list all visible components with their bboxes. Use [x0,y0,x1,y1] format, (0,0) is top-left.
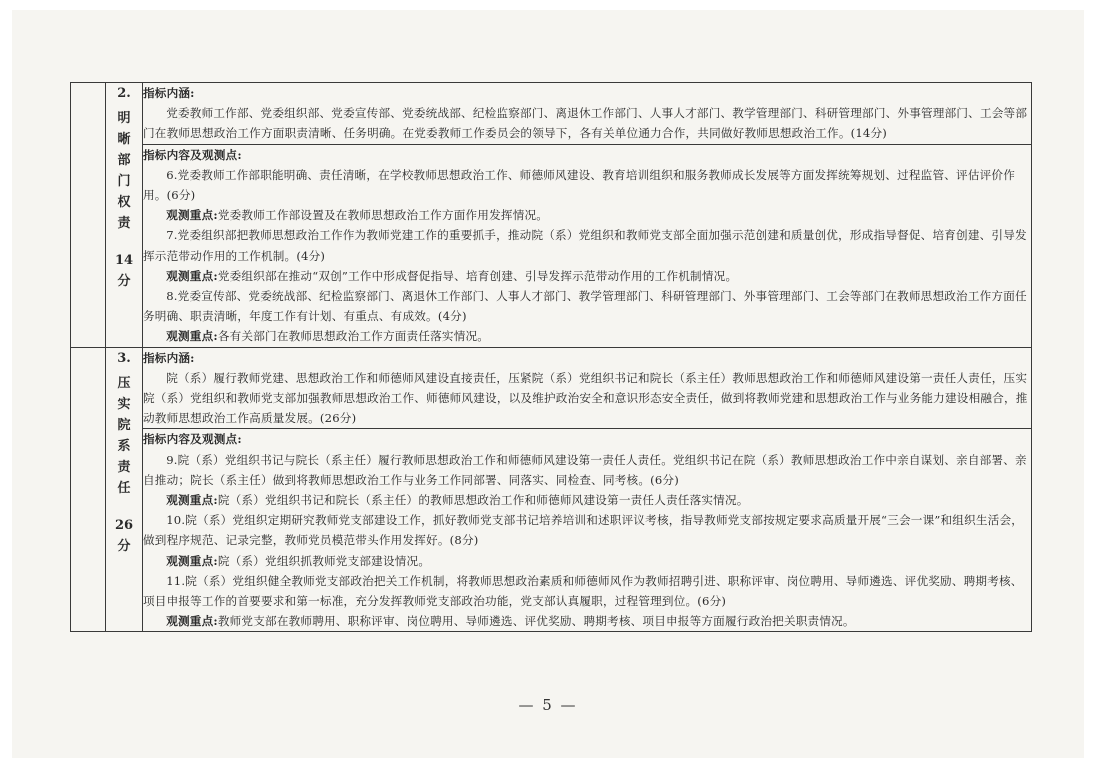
blank-column-cell [71,83,106,348]
indicator-item: 10.院（系）党组织定期研究教师党支部建设工作，抓好教师党支部书记培养培训和述职评议考核，指导教师党支部按规定要求高质量开展“三会一课”和组织生活会，做到程序规范、记录完整，教师党员模范带头作用发挥好。(8分) [143,513,1024,548]
content-heading: 指标内容及观测点: [143,432,242,447]
document-page [12,10,1084,758]
section-label-cell [106,347,143,632]
observation-label: 观测重点: [166,329,218,344]
section-score-unit: 分 [117,274,131,289]
section-title-char: 责 [117,216,131,231]
indicator-item: 8.党委宣传部、党委统战部、纪检监察部门、离退休工作部门、人事人才部门、教学管理部门、科研管理部门、外事管理部门、工会等部门在教师思想政治工作方面任务明确、职责清晰，年度工作有计划、有重点、有成效。(4分) [143,289,1027,324]
observation-point [143,326,1031,346]
content-cell [143,429,1032,632]
section-title-char: 明 [117,111,131,126]
observation-point [143,205,1031,225]
indicator-item: 7.党委组织部把教师思想政治工作作为教师党建工作的重要抓手，推动院（系）党组织和教师党支部全面加强示范创建和质量创优，形成指导督促、培育创建、引导发挥示范带动作用的工作机制。(4分) [143,228,1027,263]
observation-point [143,490,1031,510]
section-score-unit: 分 [117,538,131,554]
page-number: — 5 — [518,696,578,714]
connotation-cell [143,347,1032,429]
connotation-text: 党委教师工作部、党委组织部、党委宣传部、党委统战部、纪检监察部门、离退休工作部门、人事人才部门、教学管理部门、科研管理部门、外事管理部门、工会等部门在教师思想政治工作方面职责清晰、任务明确。在党委教师工作委员会的领导下，各有关单位通力合作，共同做好教师思想政治工作。(14分) [143,106,1028,141]
observation-label: 观测重点: [166,493,218,508]
indicator-table [70,82,1032,632]
observation-text: 教师党支部在教师聘用、职称评审、岗位聘用、导师遴选、评优奖励、聘期考核、项目申报等方面履行政治把关职责情况。 [217,614,855,629]
section-label [106,83,142,292]
section-title-char: 实 [117,396,131,412]
section-title-char: 责 [117,459,131,475]
connotation-heading: 指标内涵: [143,350,195,365]
observation-label: 观测重点: [166,614,218,629]
section-title-char: 晰 [117,132,131,147]
observation-label: 观测重点: [166,553,218,568]
indicator-item: 6.党委教师工作部职能明确、责任清晰，在学校教师思想政治工作、师德师风建设、教育培训组织和服务教师成长发展等方面发挥统筹规划、过程监管、评估评价作用。(6分) [143,167,1016,203]
indicator-item: 11.院（系）党组织健全教师党支部政治把关工作机制，将教师思想政治素质和师德师风作为教师招聘引进、职称评审、岗位聘用、导师遴选、评优奖励、聘期考核、项目申报等工作的首要要求和第一标准，充分发挥教师党支部政治功能，党支部认真履职，过程管理到位。(6分) [143,573,1023,609]
content-cell [143,144,1032,347]
section-title-char: 压 [117,375,131,391]
section-title-char: 门 [117,174,131,189]
section-score: 14 [114,253,134,268]
section-title-char: 系 [117,438,131,454]
connotation-heading: 指标内涵: [143,86,195,100]
observation-point [143,551,1031,571]
observation-label: 观测重点: [166,268,218,283]
observation-text: 各有关部门在教师思想政治工作方面责任落实情况。 [217,329,490,344]
section-number: 3. [117,350,131,366]
indicator-item: 9.院（系）党组织书记与院长（系主任）履行教师思想政治工作和师德师风建设第一责任人责任。党组织书记在院（系）教师思想政治工作中亲自谋划、亲自部署、亲自推动；院长（系主任）做到将教师思想政治工作与业务工作同部署、同落实、同检查、同考核。(6分) [143,452,1027,487]
section-label-cell [106,83,143,348]
section-title-char: 部 [117,153,131,168]
content-heading: 指标内容及观测点: [143,147,242,162]
observation-text: 院（系）党组织抓教师党支部建设情况。 [217,553,431,568]
section-score: 26 [114,517,134,533]
observation-label: 观测重点: [166,208,218,223]
connotation-text: 院（系）履行教师党建、思想政治工作和师德师风建设直接责任，压紧院（系）党组织书记和院长（系主任）教师思想政治工作和师德师风建设第一责任人责任，压实院（系）党组织和教师党支部加强教师思想政治工作、师德师风建设，以及维护政治安全和意识形态安全责任，做到将教师党建和思想政治工作与业务能力建设相融合，推动教师思想政治工作高质量发展。(26分) [143,370,1028,426]
observation-text: 院（系）党组织书记和院长（系主任）的教师思想政治工作和师德师风建设第一责任人责任落实情况。 [217,493,749,508]
blank-column-cell [71,347,106,632]
section-number: 2. [117,86,131,101]
section-title-char: 任 [117,480,131,496]
section-title-char: 院 [117,417,131,433]
section-label [106,348,142,557]
section-title-char: 权 [117,195,131,210]
observation-point [143,611,1031,631]
observation-text: 党委教师工作部设置及在教师思想政治工作方面作用发挥情况。 [217,208,549,223]
observation-point [143,266,1031,286]
connotation-cell [143,83,1032,145]
observation-text: 党委组织部在推动“双创”工作中形成督促指导、培育创建、引导发挥示范带动作用的工作机制情况。 [217,268,738,283]
